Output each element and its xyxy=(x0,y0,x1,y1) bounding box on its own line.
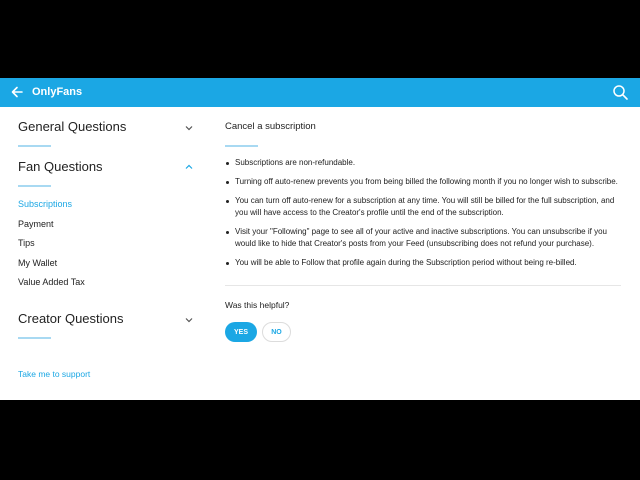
sidebar-item-payment[interactable]: Payment xyxy=(18,219,54,229)
article-title: Cancel a subscription xyxy=(225,121,316,132)
list-item: Subscriptions are non-refundable. xyxy=(225,157,627,169)
article-panel xyxy=(205,107,640,400)
top-bar xyxy=(0,78,640,107)
app-window xyxy=(0,78,640,400)
list-item: Visit your "Following" page to see all of your active and inactive subscriptions. You can unsubscribe if you would like to hide that Creator's posts from your Feed (unsubscribing does not refund your purchase). xyxy=(225,226,627,250)
faq-sidebar xyxy=(0,107,205,400)
sidebar-item-tips[interactable]: Tips xyxy=(18,238,35,248)
article-bullets xyxy=(225,157,627,276)
no-button[interactable]: NO xyxy=(262,322,291,342)
chevron-down-icon[interactable] xyxy=(184,123,194,133)
section-underline xyxy=(18,185,51,187)
brand-title: OnlyFans xyxy=(32,86,83,98)
sidebar-item-value-added-tax[interactable]: Value Added Tax xyxy=(18,277,85,287)
support-link[interactable]: Take me to support xyxy=(18,369,91,379)
section-title[interactable]: Creator Questions xyxy=(18,311,124,326)
chevron-down-icon[interactable] xyxy=(184,315,194,325)
section-underline xyxy=(18,337,51,339)
section-title[interactable]: General Questions xyxy=(18,119,127,134)
helpful-question: Was this helpful? xyxy=(225,300,290,310)
sidebar-item-my-wallet[interactable]: My Wallet xyxy=(18,258,58,268)
sidebar-item-subscriptions[interactable]: Subscriptions xyxy=(18,199,73,209)
divider xyxy=(225,285,621,286)
article-underline xyxy=(225,145,258,147)
section-title[interactable]: Fan Questions xyxy=(18,159,103,174)
chevron-up-icon[interactable] xyxy=(184,162,194,172)
list-item: You will be able to Follow that profile again during the Subscription period without being re-billed. xyxy=(225,257,627,269)
list-item: Turning off auto-renew prevents you from being billed the following month if you no longer wish to subscribe. xyxy=(225,176,627,188)
yes-button[interactable]: YES xyxy=(225,322,257,342)
section-underline xyxy=(18,145,51,147)
search-icon[interactable] xyxy=(612,84,629,101)
list-item: You can turn off auto-renew for a subscription at any time. You will still be billed for the full subscription, and you will have access to the Creator's profile until the end of the subscription. xyxy=(225,195,627,219)
back-arrow-icon[interactable] xyxy=(9,84,25,100)
